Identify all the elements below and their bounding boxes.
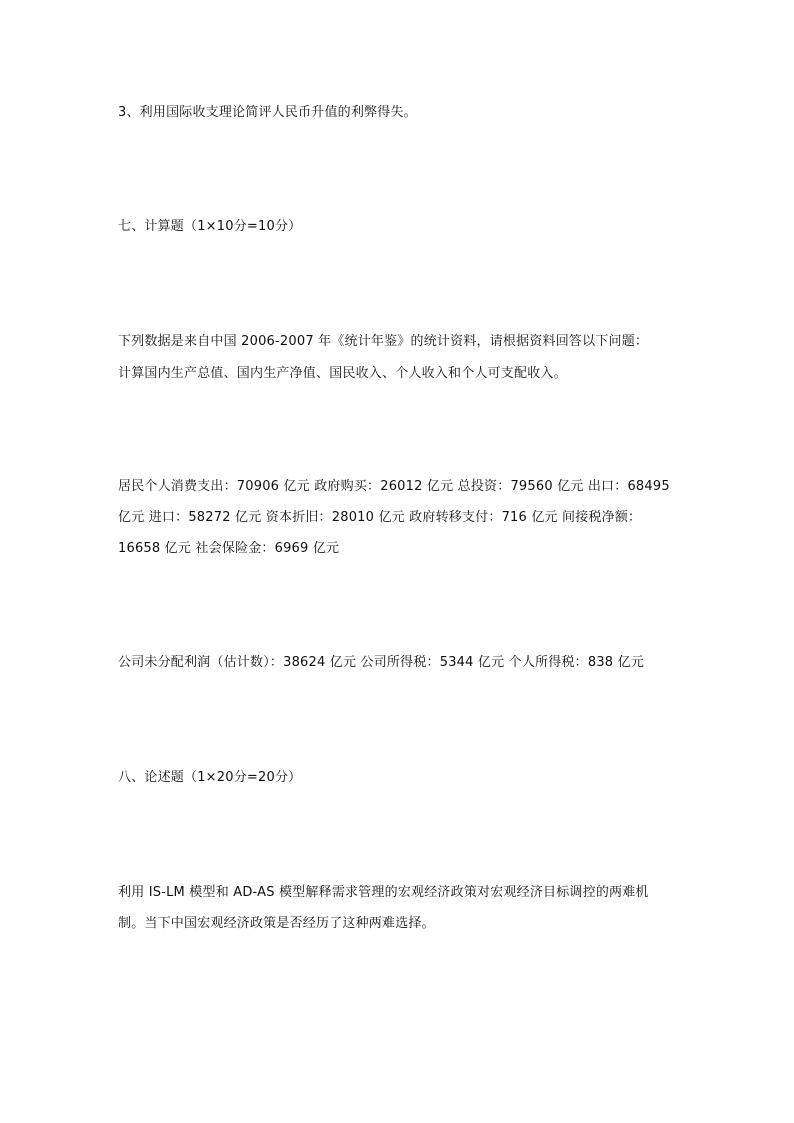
question-3: 3、利用国际收支理论简评人民币升值的利弊得失。 [118, 105, 417, 120]
section-8-title: 八、论述题（1×20分=20分） [118, 770, 302, 785]
data-line-4: 公司未分配利润（估计数）：38624 亿元 公司所得税：5344 亿元 个人所得税：838 亿元 [118, 655, 645, 670]
section-8-line-2: 制。当下中国宏观经济政策是否经历了这种两难选择。 [118, 916, 435, 931]
data-line-3: 16658 亿元 社会保险金：6969 亿元 [118, 541, 340, 556]
section-7-title: 七、计算题（1×10分=10分） [118, 219, 302, 234]
section-7-intro-line-1: 下列数据是来自中国 2006-2007 年《统计年鉴》的统计资料，请根据资料回答以下问题： [118, 334, 649, 349]
data-line-2: 亿元 进口：58272 亿元 资本折旧：28010 亿元 政府转移支付：716 亿元 间接税净额： [118, 510, 642, 525]
section-7-intro-line-2: 计算国内生产总值、国内生产净值、国民收入、个人收入和个人可支配收入。 [118, 366, 567, 381]
data-line-1: 居民个人消费支出：70906 亿元 政府购买：26012 亿元 总投资：79560 亿元 出口：68495 [118, 479, 670, 494]
section-8-line-1: 利用 IS-LM 模型和 AD-AS 模型解释需求管理的宏观经济政策对宏观经济目标调控的两难机 [118, 885, 649, 900]
